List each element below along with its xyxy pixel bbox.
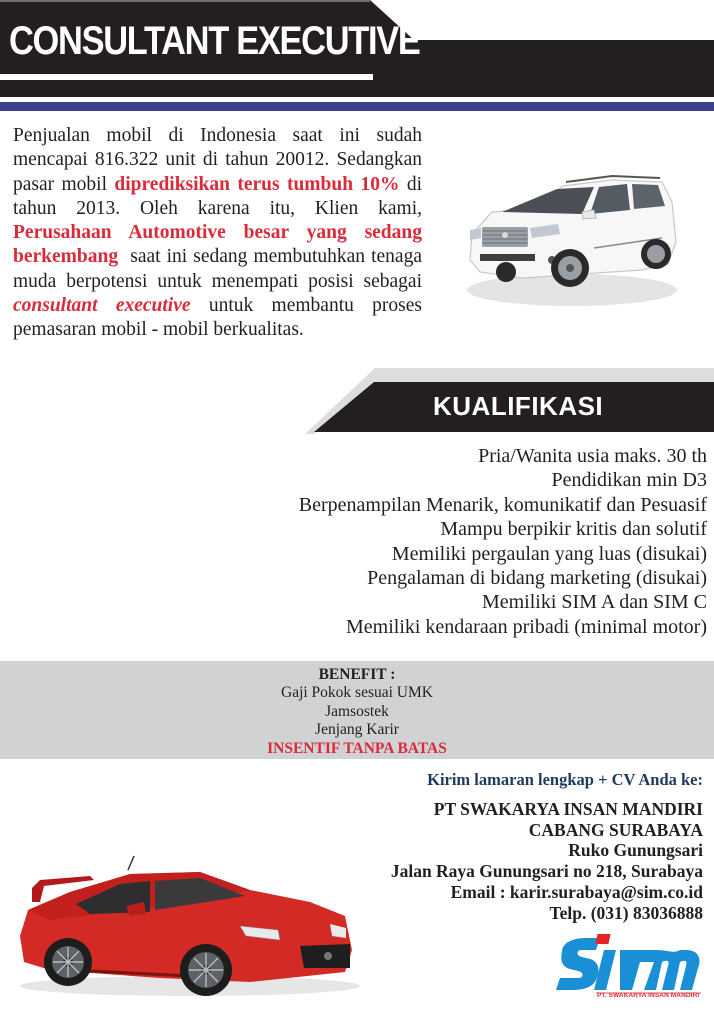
qualification-item: Memiliki kendaraan pribadi (minimal motor): [345, 615, 707, 638]
intro-highlight: Perusahaan Automotive besar yang sedang berkembang: [13, 222, 422, 268]
benefit-item: Gaji Pokok sesuai UMK: [281, 684, 433, 701]
header-blue-stripe: [0, 102, 714, 111]
header-top-rule: [0, 0, 370, 2]
sports-car-image: [10, 850, 360, 1000]
intro-text: Penjualan mobil di Indonesia saat ini sudah mencapai 816.322 unit di tahun 20012. Sedangkan pasar mobil: [13, 125, 422, 195]
building-name: Ruko Gunungsari: [568, 840, 703, 861]
logo-caption: PT. SWAKARYA INSAN MANDIRI: [597, 992, 700, 999]
branch-name: CABANG SURABAYA: [528, 819, 703, 840]
intro-highlight: diprediksikan terus tumbuh 10%: [114, 173, 400, 195]
benefit-heading: BENEFIT :: [318, 666, 396, 683]
company-name: PT SWAKARYA INSAN MANDIRI: [433, 799, 703, 819]
intro-text: di tahun 2013. Oleh karena itu, Klien kami,: [13, 173, 422, 219]
page-title: CONSULTANT EXECUTIVE: [9, 19, 420, 63]
benefit-highlight: INSENTIF TANPA BATAS: [267, 739, 447, 757]
intro-text: untuk membantu proses pemasaran mobil - mobil berkualitas.: [13, 295, 422, 341]
intro-highlight-italic: consultant executive: [13, 295, 191, 317]
contact-block: [391, 770, 703, 923]
benefit-panel: [0, 661, 714, 759]
qualification-item: Memiliki pergaulan yang luas (disukai): [391, 542, 707, 565]
header-banner: [0, 0, 714, 112]
qualifications-banner: [305, 368, 714, 434]
qualification-item: Memiliki SIM A dan SIM C: [481, 591, 707, 614]
benefit-item: Jenjang Karir: [315, 721, 399, 738]
intro-text: saat ini sedang membutuhkan tenaga muda berpotensi untuk menempati posisi sebagai: [13, 246, 427, 292]
qualification-item: Pengalaman di bidang marketing (disukai): [367, 567, 707, 590]
street-address: Jalan Raya Gunungsari no 218, Surabaya: [390, 861, 703, 882]
benefit-item: Jamsostek: [325, 702, 389, 720]
qualification-item: Pendidikan min D3: [551, 469, 707, 492]
intro-paragraph: [13, 124, 427, 343]
phone-number[interactable]: Telp. (031) 83036888: [549, 902, 703, 923]
title-underline: [0, 74, 373, 80]
email-address[interactable]: Email : karir.surabaya@sim.co.id: [450, 881, 703, 902]
qualifications-list: [299, 444, 707, 639]
qualifications-heading: KUALIFIKASI: [433, 391, 604, 421]
qualification-item: Berpenampilan Menarik, komunikatif dan Pesuasif: [298, 493, 707, 516]
qualification-item: Pria/Wanita usia maks. 30 th: [478, 445, 707, 467]
contact-lead: Kirim lamaran lengkap + CV Anda ke:: [427, 770, 703, 789]
suv-image: [462, 172, 682, 312]
qualification-item: Mampu berpikir kritis dan solutif: [440, 518, 707, 541]
